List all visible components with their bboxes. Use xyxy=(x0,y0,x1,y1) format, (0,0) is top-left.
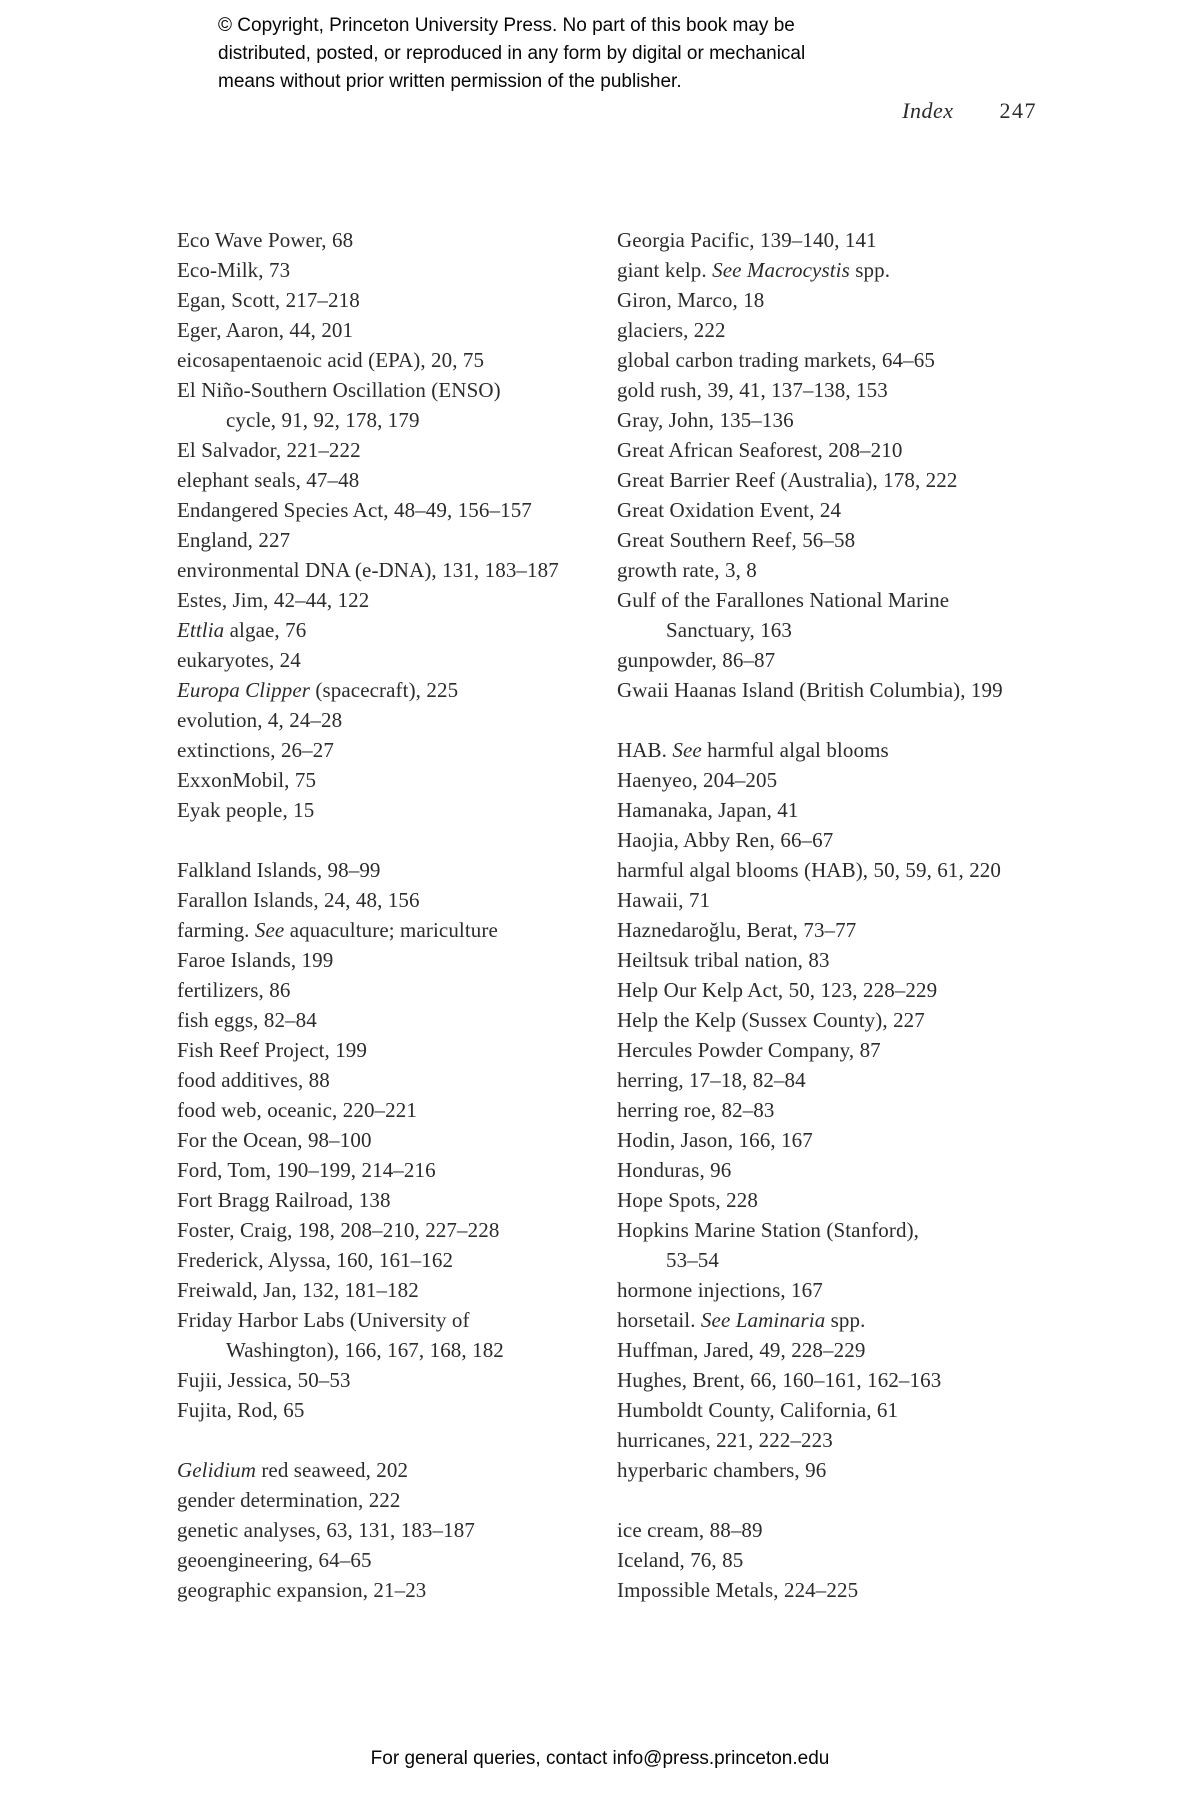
index-entry: gunpowder, 86–87 xyxy=(617,648,776,672)
index-entry: Honduras, 96 xyxy=(617,1158,732,1182)
index-entry: ExxonMobil, 75 xyxy=(177,768,317,792)
copyright-line-3: means without prior written permission of the publisher. xyxy=(218,71,682,92)
index-column-right xyxy=(617,225,1040,1605)
index-entry: Fujita, Rod, 65 xyxy=(177,1398,305,1422)
index-entry: geoengineering, 64–65 xyxy=(177,1548,372,1572)
index-entry: Eco-Milk, 73 xyxy=(177,258,291,282)
index-entry: Europa Clipper (spacecraft), 225 xyxy=(177,678,459,702)
index-entry: Falkland Islands, 98–99 xyxy=(177,858,381,882)
index-entry: eukaryotes, 24 xyxy=(177,648,301,672)
index-entry: elephant seals, 47–48 xyxy=(177,468,360,492)
index-entry: fish eggs, 82–84 xyxy=(177,1008,317,1032)
index-entry: extinctions, 26–27 xyxy=(177,738,334,762)
copyright-notice xyxy=(218,12,805,96)
index-entry: Egan, Scott, 217–218 xyxy=(177,288,360,312)
index-entry: horsetail. See Laminaria spp. xyxy=(617,1308,866,1332)
index-entry: food web, oceanic, 220–221 xyxy=(177,1098,417,1122)
index-entry: Huffman, Jared, 49, 228–229 xyxy=(617,1338,866,1362)
index-entry: Farallon Islands, 24, 48, 156 xyxy=(177,888,420,912)
index-entry: HAB. See harmful algal blooms xyxy=(617,738,889,762)
index-entry: genetic analyses, 63, 131, 183–187 xyxy=(177,1518,475,1542)
index-entry: Heiltsuk tribal nation, 83 xyxy=(617,948,830,972)
index-entry: Fish Reef Project, 199 xyxy=(177,1038,368,1062)
index-entry: Humboldt County, California, 61 xyxy=(617,1398,899,1422)
index-entry: global carbon trading markets, 64–65 xyxy=(617,348,935,372)
index-entry: glaciers, 222 xyxy=(617,318,726,342)
index-entry: Gwaii Haanas Island (British Columbia), 199 xyxy=(617,678,1003,702)
index-entry: Freiwald, Jan, 132, 181–182 xyxy=(177,1278,419,1302)
index-entry: Hughes, Brent, 66, 160–161, 162–163 xyxy=(617,1368,942,1392)
index-entry: herring roe, 82–83 xyxy=(617,1098,775,1122)
index-entry: hurricanes, 221, 222–223 xyxy=(617,1428,833,1452)
index-entry: Great Oxidation Event, 24 xyxy=(617,498,842,522)
index-entry: For the Ocean, 98–100 xyxy=(177,1128,372,1152)
index-entry: El Niño-Southern Oscillation (ENSO) xyxy=(177,378,501,402)
index-columns xyxy=(177,225,1040,1605)
index-entry: growth rate, 3, 8 xyxy=(617,558,757,582)
index-entry: Gray, John, 135–136 xyxy=(617,408,794,432)
index-entry: farming. See aquaculture; mariculture xyxy=(177,918,498,942)
index-entry: Haznedaroğlu, Berat, 73–77 xyxy=(617,918,857,942)
index-entry: food additives, 88 xyxy=(177,1068,330,1092)
index-entry: environmental DNA (e-DNA), 131, 183–187 xyxy=(177,558,559,582)
index-entry: Gelidium red seaweed, 202 xyxy=(177,1458,409,1482)
section-title: Index xyxy=(902,98,954,123)
index-entry-continuation: Sanctuary, 163 xyxy=(666,618,793,642)
index-entry: Great Barrier Reef (Australia), 178, 222 xyxy=(617,468,958,492)
index-entry: Friday Harbor Labs (University of xyxy=(177,1308,470,1332)
index-column-left xyxy=(177,225,617,1605)
index-entry-continuation: 53–54 xyxy=(666,1248,719,1272)
copyright-line-1: © Copyright, Princeton University Press. No part of this book may be xyxy=(218,15,795,36)
index-entry: evolution, 4, 24–28 xyxy=(177,708,343,732)
footer-queries-note: For general queries, contact info@press.princeton.edu xyxy=(370,1748,830,1769)
index-entry: Help the Kelp (Sussex County), 227 xyxy=(617,1008,925,1032)
index-entry: Eco Wave Power, 68 xyxy=(177,228,354,252)
index-entry: giant kelp. See Macrocystis spp. xyxy=(617,258,891,282)
index-entry: hyperbaric chambers, 96 xyxy=(617,1458,827,1482)
index-entry: gender determination, 222 xyxy=(177,1488,401,1512)
index-entry: Eyak people, 15 xyxy=(177,798,315,822)
index-entry: Ford, Tom, 190–199, 214–216 xyxy=(177,1158,436,1182)
index-entry: Hamanaka, Japan, 41 xyxy=(617,798,799,822)
index-entry: Frederick, Alyssa, 160, 161–162 xyxy=(177,1248,454,1272)
index-entry: Great Southern Reef, 56–58 xyxy=(617,528,856,552)
index-entry: fertilizers, 86 xyxy=(177,978,291,1002)
index-entry: Hodin, Jason, 166, 167 xyxy=(617,1128,813,1152)
index-entry: Giron, Marco, 18 xyxy=(617,288,765,312)
index-entry-continuation: Washington), 166, 167, 168, 182 xyxy=(226,1338,504,1362)
index-entry: Eger, Aaron, 44, 201 xyxy=(177,318,354,342)
letter-group-gap xyxy=(177,1425,617,1455)
letter-group-gap xyxy=(617,705,1040,735)
running-head xyxy=(177,98,1037,124)
index-entry: Endangered Species Act, 48–49, 156–157 xyxy=(177,498,532,522)
index-entry: Ettlia algae, 76 xyxy=(177,618,307,642)
index-entry: Help Our Kelp Act, 50, 123, 228–229 xyxy=(617,978,938,1002)
index-entry: ice cream, 88–89 xyxy=(617,1518,763,1542)
index-entry: Gulf of the Farallones National Marine xyxy=(617,588,950,612)
index-entry: Great African Seaforest, 208–210 xyxy=(617,438,903,462)
letter-group-gap xyxy=(617,1485,1040,1515)
letter-group-gap xyxy=(177,825,617,855)
index-entry: Estes, Jim, 42–44, 122 xyxy=(177,588,370,612)
index-entry: Foster, Craig, 198, 208–210, 227–228 xyxy=(177,1218,500,1242)
index-entry: Haojia, Abby Ren, 66–67 xyxy=(617,828,834,852)
index-entry: herring, 17–18, 82–84 xyxy=(617,1068,806,1092)
index-entry: Fort Bragg Railroad, 138 xyxy=(177,1188,391,1212)
index-entry: Impossible Metals, 224–225 xyxy=(617,1578,859,1602)
index-entry: Iceland, 76, 85 xyxy=(617,1548,744,1572)
index-entry: Faroe Islands, 199 xyxy=(177,948,334,972)
index-entry: Hercules Powder Company, 87 xyxy=(617,1038,881,1062)
index-entry: Hope Spots, 228 xyxy=(617,1188,758,1212)
index-entry: England, 227 xyxy=(177,528,291,552)
index-entry: Georgia Pacific, 139–140, 141 xyxy=(617,228,877,252)
index-entry: Fujii, Jessica, 50–53 xyxy=(177,1368,351,1392)
page-number: 247 xyxy=(999,98,1037,123)
index-entry: eicosapentaenoic acid (EPA), 20, 75 xyxy=(177,348,485,372)
index-entry: Hawaii, 71 xyxy=(617,888,711,912)
index-entry: Hopkins Marine Station (Stanford), xyxy=(617,1218,920,1242)
index-entry: harmful algal blooms (HAB), 50, 59, 61, 220 xyxy=(617,858,1002,882)
copyright-line-2: distributed, posted, or reproduced in any form by digital or mechanical xyxy=(218,43,806,64)
index-entry: geographic expansion, 21–23 xyxy=(177,1578,427,1602)
index-entry: El Salvador, 221–222 xyxy=(177,438,361,462)
index-entry: gold rush, 39, 41, 137–138, 153 xyxy=(617,378,888,402)
index-entry-continuation: cycle, 91, 92, 178, 179 xyxy=(226,408,420,432)
index-entry: hormone injections, 167 xyxy=(617,1278,823,1302)
index-entry: Haenyeo, 204–205 xyxy=(617,768,778,792)
